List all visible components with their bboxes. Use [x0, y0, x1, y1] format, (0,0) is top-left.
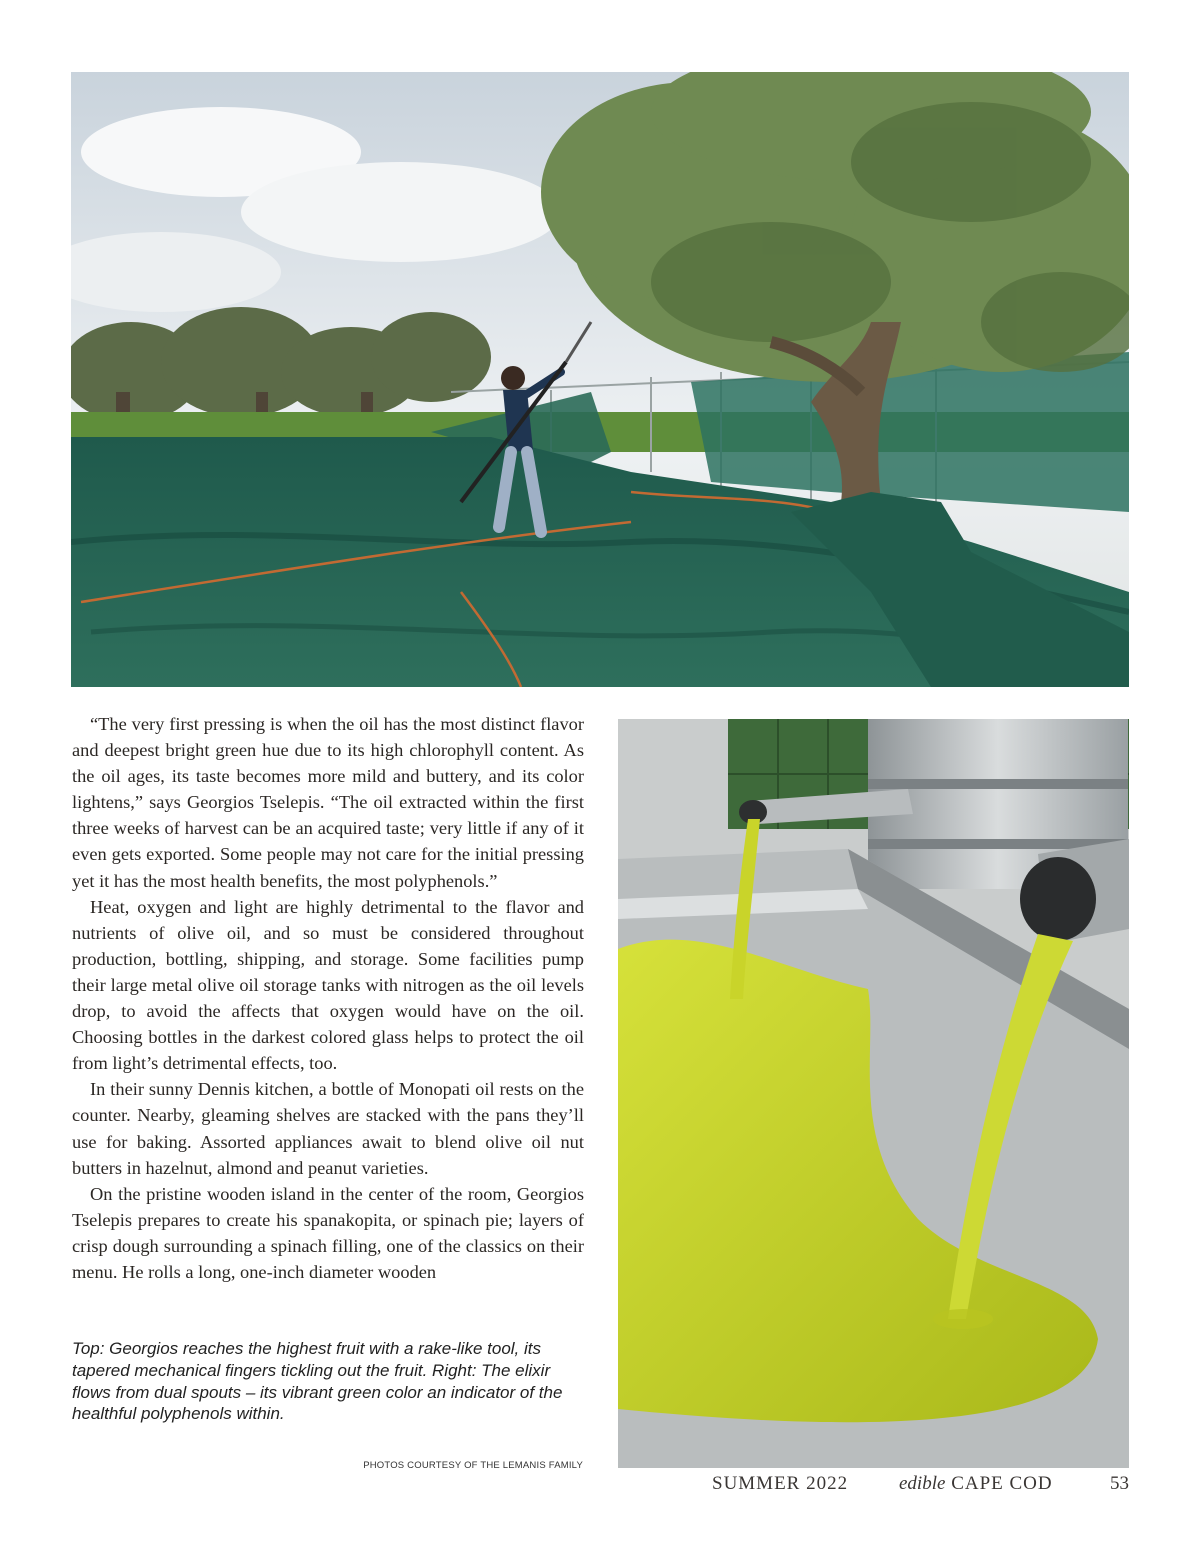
issue-season: SUMMER 2022 — [712, 1473, 849, 1494]
magazine-name-rest: CAPE COD — [945, 1473, 1053, 1494]
paragraph: Heat, oxygen and light are highly detrimental to the flavor and nutrients of olive oil, and so must be considered throughout production, bottling, shipping, and storage. Some facilities pump their large metal olive oil storage tanks with nitrogen as the oil levels drop, to avoid the affects that oxygen would have on the oil. Choosing bottles in the darkest colored glass helps to protect the oil from light’s detrimental effects, too. — [72, 896, 584, 1074]
article-body — [72, 711, 584, 1285]
paragraph: “The very first pressing is when the oil has the most distinct flavor and deepest bright green hue due to its high chlorophyll content. As the oil ages, its taste becomes more mild and buttery, and its color lightens,” says Georgios Tselepis. “The oil extracted within the first three weeks of harvest can be an acquired taste; very little if any of it even gets exported. Some people may not care for the initial pressing yet it has the most health benefits, the most polyphenols.” — [72, 714, 584, 891]
olive-oil-spouts-photo — [618, 719, 1129, 1468]
paragraph: In their sunny Dennis kitchen, a bottle of Monopati oil rests on the counter. Nearby, gleaming shelves are stacked with the pans they’ll use for baking. Assorted appliances await to blend olive oil nut butters in hazelnut, almond and peanut varieties. — [72, 1079, 584, 1178]
folio — [712, 1473, 1129, 1499]
photo-credit: PHOTOS COURTESY OF THE LEMANIS FAMILY — [363, 1460, 583, 1471]
olive-harvest-photo — [71, 72, 1129, 687]
page-number: 53 — [1110, 1473, 1129, 1494]
paragraph: On the pristine wooden island in the center of the room, Georgios Tselepis prepares to create his spanakopita, or spinach pie; layers of crisp dough surrounding a spinach filling, one of the classics on their menu. He rolls a long, one-inch diameter wooden — [72, 1183, 584, 1282]
photo-caption: Top: Georgios reaches the highest fruit with a rake-like tool, its tapered mechanical fingers tickling out the fruit. Right: The elixir flows from dual spouts – its vibrant green color an indicator of the healthful polyphenols within. — [72, 1339, 563, 1424]
magazine-name — [899, 1473, 1053, 1495]
magazine-name-italic: edible — [899, 1473, 946, 1494]
